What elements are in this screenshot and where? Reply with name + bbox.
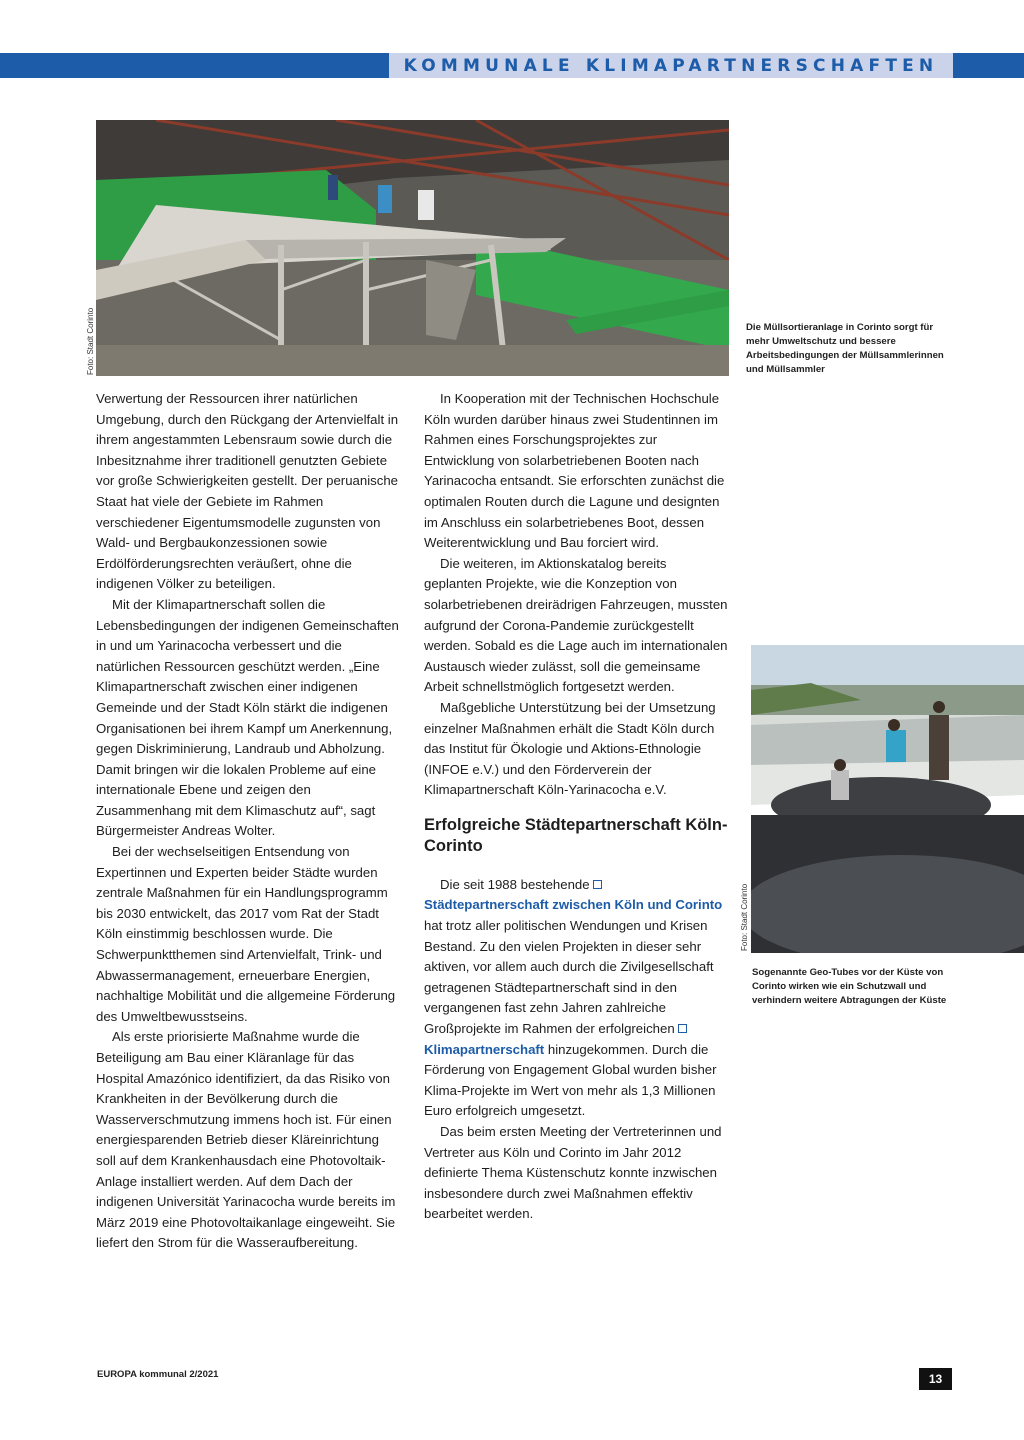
paragraph: In Kooperation mit der Technischen Hochschule Köln wurden darüber hinaus zwei Studentinnen im Rahmen eines Forschungsprojektes zur Entwicklung von solarbetriebenen Booten nach Yarinacocha entsandt. Sie erforschten zunächst die optimalen Routen durch die Lagune und designten im Anschluss ein solarbetriebenes Boot, dessen Weiterentwicklung und Bau forciert wird. xyxy=(424,391,725,551)
article-column-left xyxy=(96,389,400,1254)
text-run: Die seit 1988 bestehende xyxy=(440,876,594,892)
caption-sorting-plant: Die Müllsortieranlage in Corinto sorgt für mehr Umweltschutz und bessere Arbeitsbedingungen der Müllsammlerinnen und Müllsammler xyxy=(746,322,944,375)
paragraph: Maßgebliche Unterstützung bei der Umsetzung einzelner Maßnahmen erhält die Stadt Köln durch das Institut für Ökologie und Aktions-Ethnologie (INFOE e.V.) und den Förderverein der Klimapartnerschaft Köln-Yarinacocha e.V. xyxy=(424,699,716,798)
photo-geo-tubes xyxy=(751,645,1024,953)
paragraph: Das beim ersten Meeting der Vertreterinnen und Vertreter aus Köln und Corinto im Jahr 2012 definierte Thema Küstenschutz konnte inzwischen insbesondere durch zwei Maßnahmen effektiv bearbeitet werden. xyxy=(424,1124,722,1222)
article-column-right xyxy=(424,389,728,1225)
photo-credit-top: Foto: Stadt Corinto xyxy=(86,307,95,375)
link-text: Städtepartnerschaft zwischen Köln und Corinto xyxy=(424,897,723,913)
text-run: hat trotz aller politischen Wendungen und Krisen Bestand. Zu den vielen Projekten in dieser sehr aktiven, vor allem auch durch die Zivilgesellschaft getragenen Städtepartnerschaft sind in den vergangenen fast zehn Jahren zahlreiche Großprojekte im Rahmen der erfolgreichen xyxy=(424,918,714,1037)
external-link-icon xyxy=(678,1024,687,1033)
paragraph: Die weiteren, im Aktionskatalog bereits geplanten Projekte, wie die Konzeption von solarbetriebenen dreirädrigen Fahrzeugen, mussten aufgrund der Corona-Pandemie zurückgestellt werden. Sobald es die Lage auch im internationalen Austausch wieder zulässt, soll die gemeinsame Arbeit schnellstmöglich fortgesetzt werden. xyxy=(424,555,728,695)
section-heading: Erfolgreiche Städtepartnerschaft Köln-Corinto xyxy=(424,815,728,855)
paragraph: Bei der wechselseitigen Entsendung von Expertinnen und Experten beider Städte wurden zentrale Maßnahmen für ein Handlungsprogramm bis 2030 entwickelt, das 2017 vom Rat der Stadt Köln einstimmig beschlossen wurde. Die Schwerpunktthemen sind Artenvielfalt, Trink- und Abwassermanagement, erneuerbare Energien, nachhaltige Mobilität und die allgemeine Förderung des Umweltbewusstseins. xyxy=(96,844,396,1024)
photo-credit-right: Foto: Stadt Corinto xyxy=(740,883,749,951)
header-band-left xyxy=(0,53,389,78)
text-run: hinzugekommen. Durch die Förderung von Engagement Global wurden bisher Klima-Projekte im Wert von mehr als 1,3 Millionen Euro erfolgreich umgesetzt. xyxy=(424,1041,717,1119)
page-number: 13 xyxy=(919,1368,952,1390)
paragraph xyxy=(424,875,728,1122)
publication-footer: EUROPA kommunal 2/2021 xyxy=(97,1369,219,1380)
header-band-right xyxy=(953,53,1024,78)
external-link-icon xyxy=(593,880,602,889)
paragraph: Verwertung der Ressourcen ihrer natürlichen Umgebung, durch den Rückgang der Artenvielfalt in ihrem angestammten Lebensraum sowie durch die Inbesitznahme ihrer traditionell genutzten Gebiete vor große Schwierigkeiten gestellt. Der peruanische Staat hat viele der Gebiete im Rahmen verschiedener Eigentumsmodelle zugunsten von Wald- und Bergbaukonzessionen sowie Erdölförderungsrechten veräußert, ohne die indigenen Völker zu beteiligen. xyxy=(96,391,399,592)
paragraph: Mit der Klimapartnerschaft sollen die Lebensbedingungen der indigenen Gemeinschaften in und um Yarinacocha verbessert und die natürlichen Ressourcen geschützt werden. „Eine Klimapartnerschaft zwischen einer indigenen Gemeinde und der Stadt Köln stärkt die indigenen Organisationen bei ihrem Kampf um Anerkennung, gegen Diskriminierung, Landraub und Abholzung. Damit bringen wir die lokalen Probleme auf eine internationale Ebene und zeigen den Zusammenhang mit dem Klimaschutz auf“, sagt Bürgermeister Andreas Wolter. xyxy=(96,596,399,839)
section-title: KOMMUNALE KLIMAPARTNERSCHAFTEN xyxy=(403,55,939,76)
caption-geo-tubes: Sogenannte Geo-Tubes vor der Küste von Corinto wirken wie ein Schutzwall und verhindern weitere Abtragungen der Küste xyxy=(752,967,947,1006)
photo-sorting-plant xyxy=(96,120,729,376)
link-text: Klimapartnerschaft xyxy=(424,1041,545,1057)
paragraph: Als erste priorisierte Maßnahme wurde die Beteiligung am Bau einer Kläranlage für das Hospital Amazónico identifiziert, da das Risiko von Krankheiten in der Bevölkerung durch die Wasserverschmutzung immens hoch ist. Für einen energiesparenden Betrieb dieser Kläreinrichtung soll auf dem Krankenhausdach eine Photovoltaik-Anlage installiert werden. Auf dem Dach der indigenen Universität Yarinacocha wurde bereits im März 2019 eine Photovoltaikanlage eingeweiht. Sie liefert den Strom für die Wasseraufbereitung. xyxy=(96,1029,396,1251)
header-band xyxy=(389,53,953,78)
